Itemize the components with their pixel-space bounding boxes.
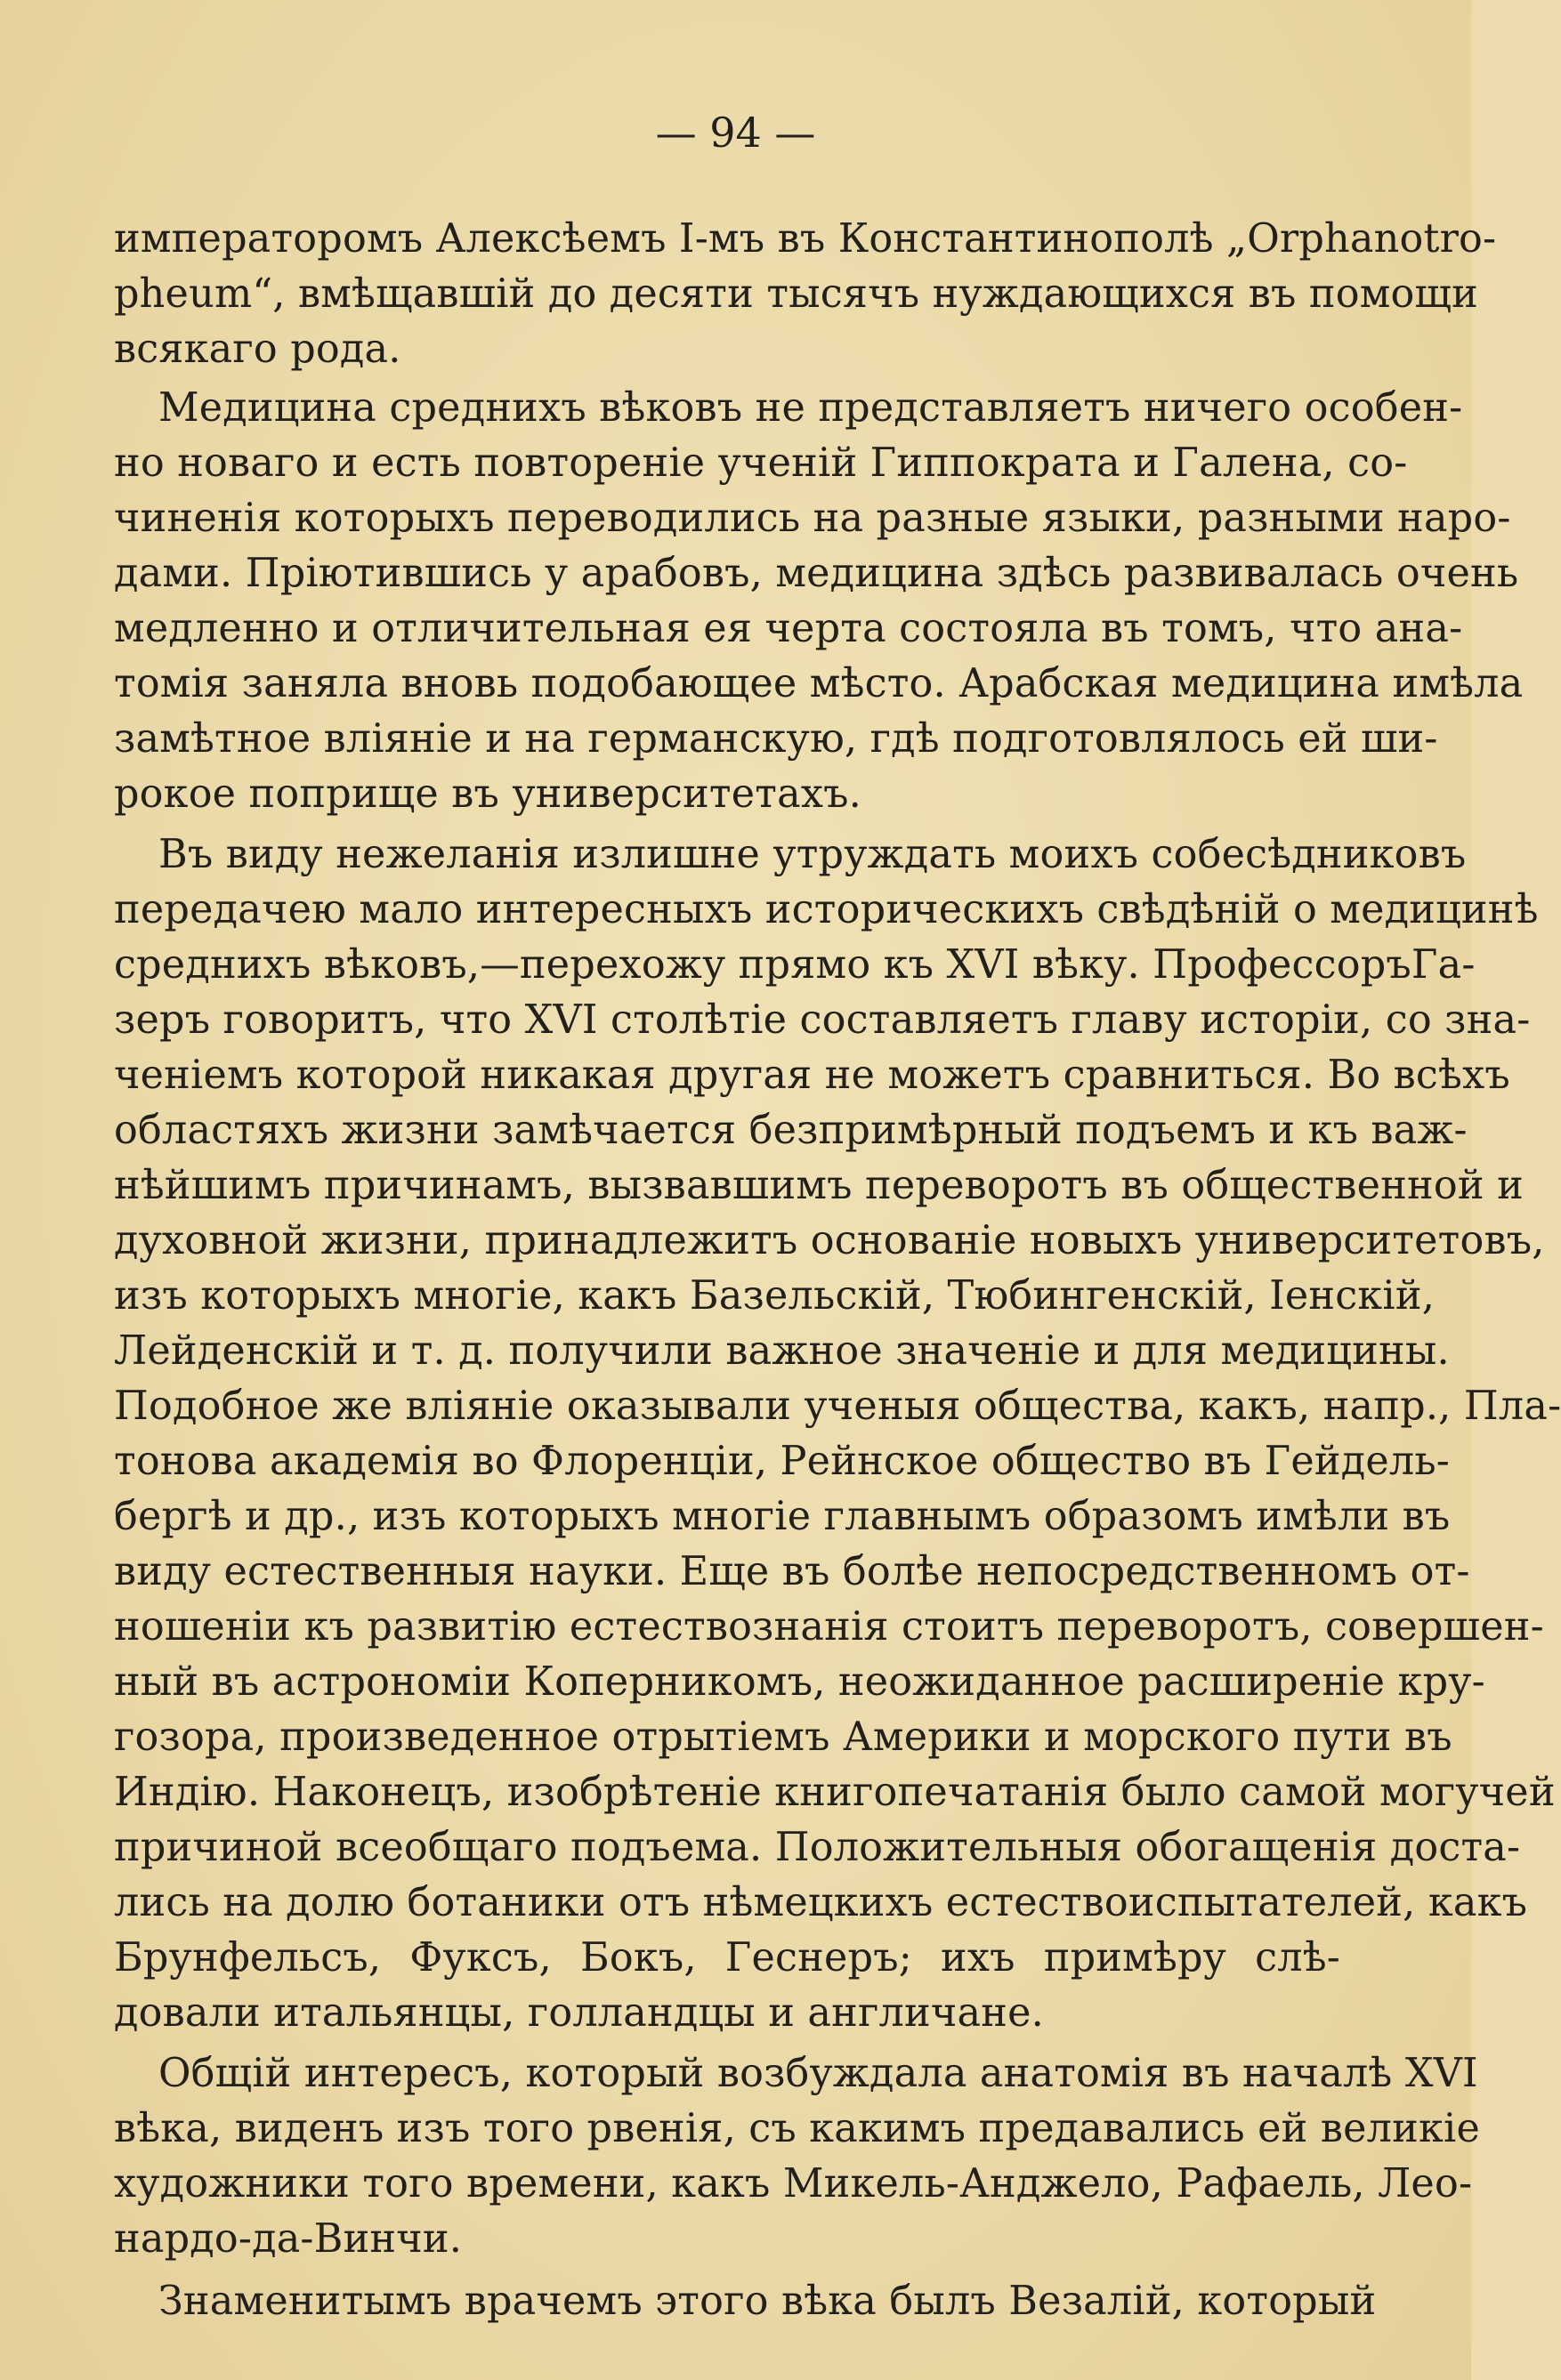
text-line: томія заняла вновь подобающее мѣсто. Арабская медицина имѣла <box>114 661 1524 706</box>
text-line: pheum“, вмѣщавшій до десяти тысячъ нуждающихся въ помощи <box>114 271 1478 317</box>
page-number: — 94 — <box>655 109 816 157</box>
text-line: чиненія которыхъ переводились на разные языки, разными наро- <box>114 496 1511 541</box>
text-line: бергѣ и др., изъ которыхъ многіе главнымъ образомъ имѣли въ <box>114 1494 1451 1539</box>
text-line: медленно и отличительная ея черта состояла въ томъ, что ана- <box>114 606 1463 651</box>
text-line: виду естественныя науки. Еще въ болѣе непосредственномъ от- <box>114 1549 1470 1594</box>
text-line: ношеніи къ развитію естествознанія стоитъ переворотъ, совершен- <box>114 1604 1544 1650</box>
text-line: Лейденскій и т. д. получили важное значеніе и для медицины. <box>114 1328 1450 1374</box>
text-line: Индію. Наконецъ, изобрѣтеніе книгопечатанія было самой могучей <box>114 1770 1556 1815</box>
text-line: рокое поприще въ университетахъ. <box>114 771 861 817</box>
text-line: зеръ говоритъ, что XVI столѣтіе составляетъ главу исторіи, со зна- <box>114 997 1531 1043</box>
text-line: Общій интересъ, который возбуждала анатомія въ началѣ XVI <box>158 2051 1478 2096</box>
text-line: ный въ астрономіи Коперникомъ, неожиданное расширеніе кру- <box>114 1659 1485 1705</box>
text-line: императоромъ Алексѣемъ I-мъ въ Константинополѣ „Orphanotro- <box>114 216 1497 262</box>
text-line: Подобное же вліяніе оказывали ученыя общества, какъ, напр., Пла- <box>114 1384 1561 1429</box>
text-line: дами. Пріютившись у арабовъ, медицина здѣсь развивалась очень <box>114 551 1519 596</box>
text-line: лись на долю ботаники отъ нѣмецкихъ естествоиспытателей, какъ <box>114 1880 1528 1925</box>
text-line: передачею мало интересныхъ историческихъ свѣдѣній о медицинѣ <box>114 887 1539 932</box>
text-line: изъ которыхъ многіе, какъ Базельскій, Тюбингенскій, Іенскій, <box>114 1273 1436 1319</box>
text-line: всякаго рода. <box>114 327 401 372</box>
text-line: вѣка, виденъ изъ того рвенія, съ какимъ предавались ей великіе <box>114 2106 1480 2151</box>
text-line: замѣтное вліяніе и на германскую, гдѣ подготовлялось ей ши- <box>114 716 1438 762</box>
text-line: нардо-да-Винчи. <box>114 2216 463 2262</box>
text-line: довали итальянцы, голландцы и англичане. <box>114 1990 1044 2036</box>
text-line: областяхъ жизни замѣчается безпримѣрный подъемъ и къ важ- <box>114 1108 1468 1153</box>
text-line: среднихъ вѣковъ,—перехожу прямо къ XVI вѣку. ПрофессоръГа- <box>114 942 1476 988</box>
text-line: духовной жизни, принадлежитъ основаніе новыхъ университетовъ, <box>114 1218 1545 1263</box>
text-line: ченіемъ которой никакая другая не можетъ сравниться. Во всѣхъ <box>114 1053 1510 1098</box>
text-line: художники того времени, какъ Микель-Анджело, Рафаель, Лео- <box>114 2161 1473 2207</box>
text-line: причиной всеобщаго подъема. Положительныя обогащенія доста- <box>114 1825 1521 1870</box>
text-line: Въ виду нежеланія излишне утруждать моихъ собесѣдниковъ <box>158 832 1467 877</box>
text-line: Брунфельсъ, Фуксъ, Бокъ, Геснеръ; ихъ примѣру слѣ- <box>114 1935 1340 1981</box>
text-line: тонова академія во Флоренціи, Рейнское общество въ Гейдель- <box>114 1439 1450 1484</box>
text-line: Знаменитымъ врачемъ этого вѣка былъ Везалій, который <box>158 2279 1377 2324</box>
text-line: нѣйшимъ причинамъ, вызвавшимъ переворотъ въ общественной и <box>114 1163 1524 1208</box>
text-line: но новаго и есть повтореніе ученій Гиппократа и Галена, со- <box>114 440 1408 486</box>
text-line: гозора, произведенное отрытіемъ Америки и морского пути въ <box>114 1714 1452 1760</box>
text-line: Медицина среднихъ вѣковъ не представляетъ ничего особен- <box>158 385 1463 431</box>
